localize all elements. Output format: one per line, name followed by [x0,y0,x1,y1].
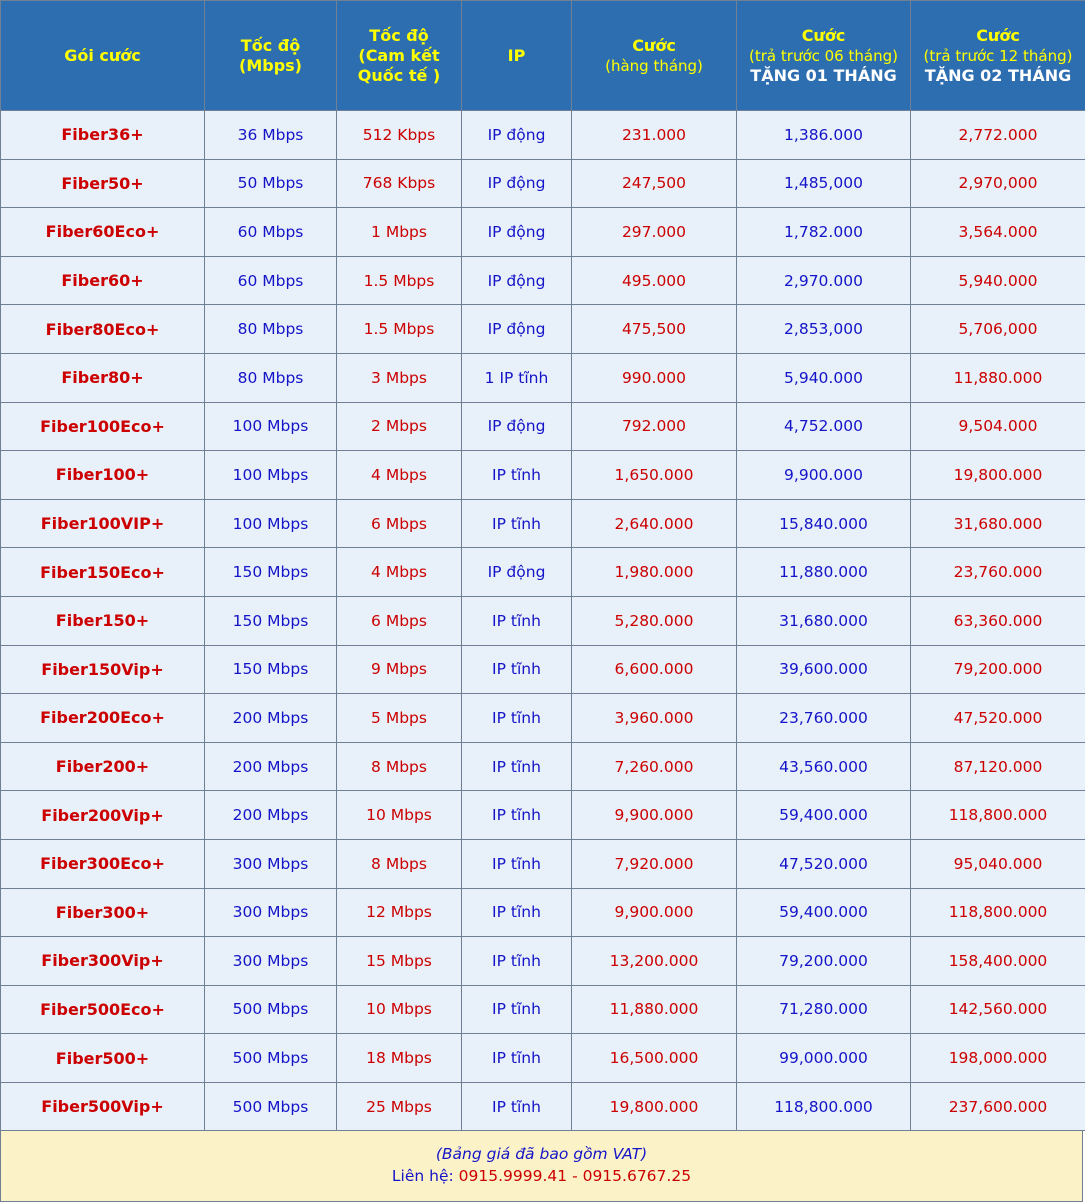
prepay-12-month-cell: 5,940.000 [911,256,1085,305]
table-row [1,353,1085,402]
ip-type-cell: IP động [462,208,572,257]
prepay-6-month-cell: 79,200.000 [737,937,911,986]
table-row [1,596,1085,645]
header-prepay6 [737,1,911,111]
prepay-6-month-cell: 23,760.000 [737,694,911,743]
table-row [1,159,1085,208]
prepay-6-month-cell: 43,560.000 [737,742,911,791]
contact-phones[interactable]: 0915.9999.41 - 0915.6767.25 [459,1167,691,1185]
monthly-price-cell: 11,880.000 [572,985,737,1034]
vat-note: (Bảng giá đã bao gồm VAT) [1,1143,1082,1165]
prepay-12-month-cell: 2,772.000 [911,111,1085,160]
monthly-price-cell: 9,900.000 [572,888,737,937]
speed-cell: 300 Mbps [205,839,337,888]
ip-type-cell: IP động [462,111,572,160]
prepay-12-month-cell: 79,200.000 [911,645,1085,694]
prepay-6-month-cell: 4,752.000 [737,402,911,451]
ip-type-cell: IP tĩnh [462,451,572,500]
table-row [1,499,1085,548]
ip-type-cell: IP tĩnh [462,694,572,743]
package-name-cell: Fiber50+ [1,159,205,208]
speed-cell: 150 Mbps [205,548,337,597]
intl-speed-cell: 4 Mbps [337,548,462,597]
ip-type-cell: IP tĩnh [462,839,572,888]
package-name-cell: Fiber150+ [1,596,205,645]
ip-type-cell: IP tĩnh [462,742,572,791]
prepay-12-month-cell: 11,880.000 [911,353,1085,402]
package-name-cell: Fiber36+ [1,111,205,160]
speed-cell: 50 Mbps [205,159,337,208]
header-monthly-line1: Cước [572,36,736,56]
prepay-6-month-cell: 59,400.000 [737,791,911,840]
speed-cell: 100 Mbps [205,499,337,548]
prepay-12-month-cell: 95,040.000 [911,839,1085,888]
ip-type-cell: IP động [462,159,572,208]
intl-speed-cell: 512 Kbps [337,111,462,160]
table-row [1,1034,1085,1083]
table-row [1,451,1085,500]
monthly-price-cell: 247,500 [572,159,737,208]
table-row [1,305,1085,354]
table-row [1,208,1085,257]
prepay-12-month-cell: 3,564.000 [911,208,1085,257]
table-row [1,937,1085,986]
header-prepay12 [911,1,1085,111]
ip-type-cell: IP tĩnh [462,1034,572,1083]
header-prepay6-line2: (trả trước 06 tháng) [737,46,910,66]
header-ip [462,1,572,111]
prepay-12-month-cell: 47,520.000 [911,694,1085,743]
speed-cell: 100 Mbps [205,402,337,451]
prepay-6-month-cell: 11,880.000 [737,548,911,597]
header-prepay12-line1: Cước [911,26,1085,46]
prepay-12-month-cell: 19,800.000 [911,451,1085,500]
prepay-12-month-cell: 142,560.000 [911,985,1085,1034]
intl-speed-cell: 18 Mbps [337,1034,462,1083]
speed-cell: 500 Mbps [205,985,337,1034]
package-name-cell: Fiber150Vip+ [1,645,205,694]
package-name-cell: Fiber100VIP+ [1,499,205,548]
prepay-6-month-cell: 1,782.000 [737,208,911,257]
table-row [1,791,1085,840]
monthly-price-cell: 231.000 [572,111,737,160]
intl-speed-cell: 1 Mbps [337,208,462,257]
prepay-12-month-cell: 5,706,000 [911,305,1085,354]
table-row [1,256,1085,305]
header-prepay6-gift: TẶNG 01 THÁNG [737,66,910,86]
prepay-12-month-cell: 118,800.000 [911,888,1085,937]
prepay-6-month-cell: 118,800.000 [737,1082,911,1131]
monthly-price-cell: 2,640.000 [572,499,737,548]
table-row [1,985,1085,1034]
monthly-price-cell: 475,500 [572,305,737,354]
table-row [1,1082,1085,1131]
package-name-cell: Fiber300Eco+ [1,839,205,888]
prepay-6-month-cell: 15,840.000 [737,499,911,548]
table-row [1,645,1085,694]
prepay-6-month-cell: 1,386.000 [737,111,911,160]
ip-type-cell: IP tĩnh [462,888,572,937]
ip-type-cell: IP tĩnh [462,791,572,840]
header-package [1,1,205,111]
package-name-cell: Fiber500+ [1,1034,205,1083]
intl-speed-cell: 12 Mbps [337,888,462,937]
header-monthly [572,1,737,111]
ip-type-cell: IP động [462,548,572,597]
intl-speed-cell: 8 Mbps [337,839,462,888]
footer-note-panel [0,1131,1083,1202]
header-speed [205,1,337,111]
prepay-12-month-cell: 118,800.000 [911,791,1085,840]
speed-cell: 150 Mbps [205,596,337,645]
speed-cell: 100 Mbps [205,451,337,500]
speed-cell: 150 Mbps [205,645,337,694]
prepay-6-month-cell: 99,000.000 [737,1034,911,1083]
intl-speed-cell: 4 Mbps [337,451,462,500]
table-row [1,694,1085,743]
speed-cell: 500 Mbps [205,1034,337,1083]
prepay-12-month-cell: 237,600.000 [911,1082,1085,1131]
prepay-6-month-cell: 2,853,000 [737,305,911,354]
speed-cell: 80 Mbps [205,353,337,402]
ip-type-cell: IP động [462,402,572,451]
header-prepay12-gift: TẶNG 02 THÁNG [911,66,1085,86]
prepay-12-month-cell: 2,970,000 [911,159,1085,208]
speed-cell: 300 Mbps [205,888,337,937]
package-name-cell: Fiber100+ [1,451,205,500]
prepay-6-month-cell: 2,970.000 [737,256,911,305]
prepay-12-month-cell: 198,000.000 [911,1034,1085,1083]
prepay-6-month-cell: 9,900.000 [737,451,911,500]
package-name-cell: Fiber300+ [1,888,205,937]
ip-type-cell: IP tĩnh [462,499,572,548]
header-speed-line2: (Mbps) [205,56,336,76]
contact-line [392,1167,691,1185]
intl-speed-cell: 10 Mbps [337,985,462,1034]
package-name-cell: Fiber80Eco+ [1,305,205,354]
header-intl-line2: (Cam kết [337,46,461,66]
ip-type-cell: IP tĩnh [462,985,572,1034]
intl-speed-cell: 1.5 Mbps [337,305,462,354]
monthly-price-cell: 7,260.000 [572,742,737,791]
speed-cell: 80 Mbps [205,305,337,354]
header-prepay12-line2: (trả trước 12 tháng) [911,46,1085,66]
header-prepay6-line1: Cước [737,26,910,46]
intl-speed-cell: 6 Mbps [337,596,462,645]
table-row [1,402,1085,451]
prepay-6-month-cell: 31,680.000 [737,596,911,645]
intl-speed-cell: 15 Mbps [337,937,462,986]
ip-type-cell: IP động [462,305,572,354]
monthly-price-cell: 297.000 [572,208,737,257]
table-row [1,888,1085,937]
ip-type-cell: IP tĩnh [462,645,572,694]
intl-speed-cell: 3 Mbps [337,353,462,402]
prepay-6-month-cell: 1,485,000 [737,159,911,208]
header-intl [337,1,462,111]
prepay-12-month-cell: 158,400.000 [911,937,1085,986]
header-package-label: Gói cước [1,46,204,66]
prepay-6-month-cell: 5,940.000 [737,353,911,402]
monthly-price-cell: 3,960.000 [572,694,737,743]
speed-cell: 200 Mbps [205,742,337,791]
prepay-6-month-cell: 39,600.000 [737,645,911,694]
package-name-cell: Fiber200Eco+ [1,694,205,743]
header-row [1,1,1085,111]
intl-speed-cell: 9 Mbps [337,645,462,694]
monthly-price-cell: 5,280.000 [572,596,737,645]
package-name-cell: Fiber60+ [1,256,205,305]
ip-type-cell: IP động [462,256,572,305]
monthly-price-cell: 16,500.000 [572,1034,737,1083]
package-name-cell: Fiber500Eco+ [1,985,205,1034]
prepay-6-month-cell: 71,280.000 [737,985,911,1034]
monthly-price-cell: 6,600.000 [572,645,737,694]
header-ip-label: IP [462,46,571,66]
contact-label: Liên hệ: [392,1167,459,1185]
speed-cell: 200 Mbps [205,694,337,743]
package-name-cell: Fiber80+ [1,353,205,402]
monthly-price-cell: 792.000 [572,402,737,451]
speed-cell: 60 Mbps [205,256,337,305]
speed-cell: 200 Mbps [205,791,337,840]
package-name-cell: Fiber200Vip+ [1,791,205,840]
intl-speed-cell: 10 Mbps [337,791,462,840]
intl-speed-cell: 8 Mbps [337,742,462,791]
prepay-12-month-cell: 23,760.000 [911,548,1085,597]
prepay-12-month-cell: 9,504.000 [911,402,1085,451]
header-intl-line1: Tốc độ [337,26,461,46]
intl-speed-cell: 5 Mbps [337,694,462,743]
monthly-price-cell: 495.000 [572,256,737,305]
intl-speed-cell: 1.5 Mbps [337,256,462,305]
speed-cell: 36 Mbps [205,111,337,160]
table-row [1,111,1085,160]
package-name-cell: Fiber100Eco+ [1,402,205,451]
table-row [1,839,1085,888]
header-monthly-line2: (hàng tháng) [572,56,736,76]
monthly-price-cell: 7,920.000 [572,839,737,888]
package-name-cell: Fiber300Vip+ [1,937,205,986]
prepay-12-month-cell: 87,120.000 [911,742,1085,791]
table-row [1,548,1085,597]
table-body [1,111,1085,1131]
intl-speed-cell: 768 Kbps [337,159,462,208]
ip-type-cell: 1 IP tĩnh [462,353,572,402]
table-row [1,742,1085,791]
package-name-cell: Fiber500Vip+ [1,1082,205,1131]
ip-type-cell: IP tĩnh [462,596,572,645]
monthly-price-cell: 19,800.000 [572,1082,737,1131]
monthly-price-cell: 13,200.000 [572,937,737,986]
header-speed-line1: Tốc độ [205,36,336,56]
prepay-6-month-cell: 59,400.000 [737,888,911,937]
monthly-price-cell: 1,650.000 [572,451,737,500]
package-name-cell: Fiber150Eco+ [1,548,205,597]
prepay-12-month-cell: 31,680.000 [911,499,1085,548]
package-name-cell: Fiber200+ [1,742,205,791]
package-name-cell: Fiber60Eco+ [1,208,205,257]
speed-cell: 60 Mbps [205,208,337,257]
monthly-price-cell: 990.000 [572,353,737,402]
header-intl-line3: Quốc tế ) [337,66,461,86]
monthly-price-cell: 9,900.000 [572,791,737,840]
prepay-6-month-cell: 47,520.000 [737,839,911,888]
speed-cell: 500 Mbps [205,1082,337,1131]
ip-type-cell: IP tĩnh [462,1082,572,1131]
speed-cell: 300 Mbps [205,937,337,986]
intl-speed-cell: 25 Mbps [337,1082,462,1131]
ip-type-cell: IP tĩnh [462,937,572,986]
prepay-12-month-cell: 63,360.000 [911,596,1085,645]
intl-speed-cell: 6 Mbps [337,499,462,548]
monthly-price-cell: 1,980.000 [572,548,737,597]
intl-speed-cell: 2 Mbps [337,402,462,451]
